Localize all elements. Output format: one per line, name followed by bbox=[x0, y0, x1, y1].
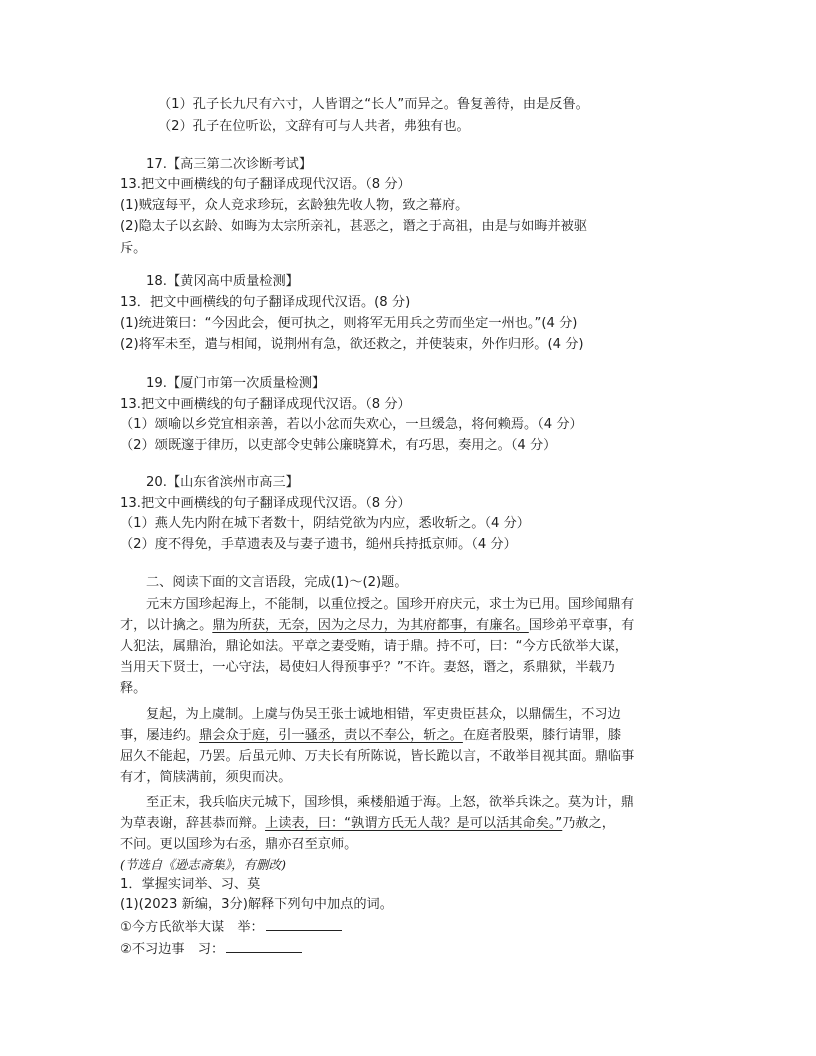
passage-p2-line4: 有才，简牍满前，须臾而决。 bbox=[120, 770, 292, 785]
q19-prompt: 13.把文中画横线的句子翻译成现代汉语。（8 分） bbox=[120, 397, 411, 412]
blank-question-1 bbox=[120, 918, 342, 937]
q17-sentence-2b: 斥。 bbox=[120, 241, 147, 256]
passage-p2-line1: 复起，为上虞制。上虞与伪吴王张士诚地相错，军吏贵臣甚众，以鼎儒生，不习边 bbox=[146, 707, 621, 722]
q19-sentence-2: （2）颂既邃于律历，以吏部令史韩公廉晓算术，有巧思，奏用之。（4 分） bbox=[120, 438, 557, 453]
passage-text: 才，以计擒之。 bbox=[120, 618, 213, 633]
passage-text: 在庭者股栗，膝行请罪，膝 bbox=[462, 728, 622, 743]
passage-p3-line2 bbox=[120, 815, 615, 833]
section-heading: 二、阅读下面的文言语段，完成(1)～(2)题。 bbox=[146, 575, 408, 590]
passage-text: 国珍弟平章事，有 bbox=[528, 618, 635, 633]
q18-header: 18.【黄冈高中质量检测】 bbox=[146, 274, 299, 289]
source-note: (节选自《逊志斋集》，有删改) bbox=[120, 857, 287, 872]
q17-header: 17.【高三第二次诊断考试】 bbox=[146, 157, 313, 172]
q20-header: 20.【山东省滨州市高三】 bbox=[146, 475, 299, 490]
passage-p1-line2 bbox=[120, 617, 634, 635]
underlined-sentence-1: 鼎为所获，无奈，因为之尽力，为其府都事，有廉名。 bbox=[212, 618, 529, 633]
task-subheading: (1)(2023 新编，3分)解释下列句中加点的词。 bbox=[120, 897, 393, 912]
passage-p1-line5: 释。 bbox=[120, 681, 147, 696]
top-item-1: （1）孔子长九尺有六寸，人皆谓之“长人”而异之。鲁复善待，由是反鲁。 bbox=[158, 97, 589, 112]
q18-sentence-2: (2)将军未至，遣与相闻，说荆州有急，欲还救之，并使装束，外作归形。(4 分) bbox=[120, 337, 584, 352]
task-heading: 1．掌握实词举、习、莫 bbox=[120, 877, 261, 892]
passage-text: 乃赦之， bbox=[562, 816, 615, 831]
q19-sentence-1: （1）颂喻以乡党宜相亲善，若以小忿而失欢心，一旦缓急，将何赖焉。（4 分） bbox=[120, 417, 583, 432]
passage-p1-line4: 当用天下贤士，一心守法，曷使妇人得预事乎？”不许。妻怒，谮之，系鼎狱，半载乃 bbox=[120, 660, 615, 675]
passage-p2-line3: 屈久不能起，乃罢。后虽元帅、万夫长有所陈说，皆长跪以言，不敢举目视其面。鼎临事 bbox=[120, 749, 635, 764]
q17-prompt: 13.把文中画横线的句子翻译成现代汉语。（8 分） bbox=[120, 177, 411, 192]
blank-question-2 bbox=[120, 940, 302, 959]
q20-sentence-1: （1）燕人先内附在城下者数十，阴结党欲为内应，悉收斩之。（4 分） bbox=[120, 516, 530, 531]
q19-header: 19.【厦门市第一次质量检测】 bbox=[146, 376, 326, 391]
passage-p2-line2 bbox=[120, 727, 621, 745]
q18-sentence-1: (1)统进策曰：“今因此会，便可执之，则将军无用兵之劳而坐定一州也。”(4 分) bbox=[120, 316, 578, 331]
q20-prompt: 13.把文中画横线的句子翻译成现代汉语。（8 分） bbox=[120, 496, 411, 511]
blank-label: ②不习边事 习： bbox=[120, 942, 225, 957]
passage-text: 事，屡违约。 bbox=[120, 728, 200, 743]
blank-label: ①今方氏欲举大谋 举： bbox=[120, 920, 264, 935]
answer-blank-1[interactable] bbox=[266, 918, 342, 931]
q17-sentence-2a: (2)隐太子以玄龄、如晦为太宗所亲礼，甚恶之，谮之于高祖，由是与如晦并被驱 bbox=[120, 219, 588, 234]
passage-p1-line3: 人犯法，属鼎治，鼎论如法。平章之妻受贿，请于鼎。持不可，曰：“今方氏欲举大谋， bbox=[120, 639, 628, 654]
passage-p1-line1: 元末方国珍起海上，不能制，以重位授之。国珍开府庆元，求士为已用。国珍闻鼎有 bbox=[146, 597, 634, 612]
passage-text: 为草表谢，辞甚恭而辩。 bbox=[120, 816, 266, 831]
underlined-sentence-2: 鼎会众于庭，引一骚丞，责以不奉公，斩之。 bbox=[199, 728, 463, 743]
top-item-2: （2）孔子在位听讼，文辞有可与人共者，弗独有也。 bbox=[158, 119, 470, 134]
answer-blank-2[interactable] bbox=[226, 940, 302, 953]
q18-prompt: 13．把文中画横线的句子翻译成现代汉语。(8 分) bbox=[120, 295, 411, 310]
passage-p3-line3: 不问。更以国珍为右丞，鼎亦召至京师。 bbox=[120, 837, 358, 852]
passage-p3-line1: 至正末，我兵临庆元城下，国珍惧，乘楼船遁于海。上怒，欲举兵诛之。莫为计，鼎 bbox=[146, 795, 634, 810]
underlined-sentence-3: 上读表，曰：“孰谓方氏无人哉？是可以活其命矣。” bbox=[265, 816, 563, 831]
q17-sentence-1: (1)贼寇每平，众人竞求珍玩，玄龄独先收人物，致之幕府。 bbox=[120, 198, 469, 213]
q20-sentence-2: （2）度不得免，手草遗表及与妻子遗书，缒州兵持抵京师。（4 分） bbox=[120, 537, 517, 552]
